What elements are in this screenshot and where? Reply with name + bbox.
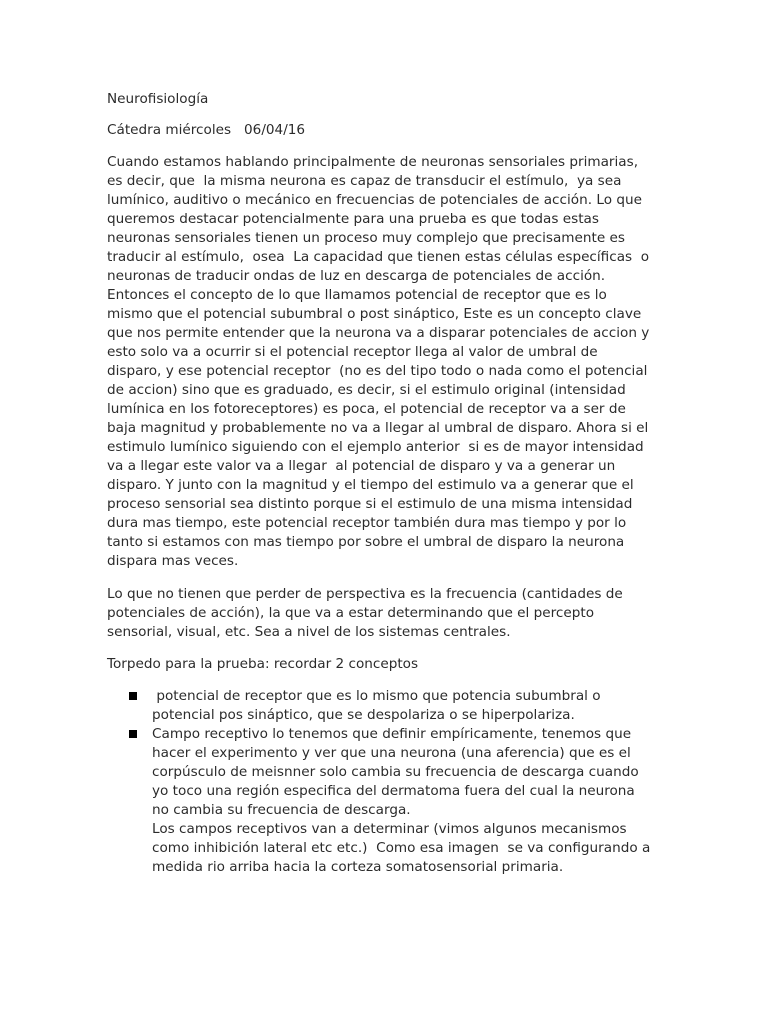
text-line: va a llegar este valor va a llegar al potencial de disparo y va a generar un bbox=[107, 458, 616, 474]
text-line: Campo receptivo lo tenemos que definir empíricamente, tenemos que bbox=[152, 726, 632, 742]
text-line: potenciales de acción), la que va a estar determinando que el percepto bbox=[107, 605, 595, 621]
text-line: yo toco una región especifica del dermatoma fuera del cual la neurona bbox=[152, 783, 635, 799]
text-line: que nos permite entender que la neurona va a disparar potenciales de accion y bbox=[107, 325, 650, 341]
text-line: dispara mas veces. bbox=[107, 553, 239, 569]
text-line: no cambia su frecuencia de descarga. bbox=[152, 802, 411, 818]
list-item bbox=[107, 725, 667, 877]
text-line: disparo, y ese potencial receptor (no es del tipo todo o nada como el potencial bbox=[107, 363, 648, 379]
torpedo-heading: Torpedo para la prueba: recordar 2 conceptos bbox=[107, 656, 419, 672]
paragraph-2 bbox=[107, 585, 667, 642]
text-line: corpúsculo de meisnner solo cambia su frecuencia de descarga cuando bbox=[152, 764, 639, 780]
text-line: sensorial, visual, etc. Sea a nivel de los sistemas centrales. bbox=[107, 624, 511, 640]
text-line: Entonces el concepto de lo que llamamos potencial de receptor que es lo bbox=[107, 287, 607, 303]
text-line: traducir al estímulo, osea La capacidad que tienen estas células específicas o bbox=[107, 249, 650, 265]
text-line: queremos destacar potencialmente para una prueba es que todas estas bbox=[107, 211, 599, 227]
text-line: estimulo lumínico siguiendo con el ejemplo anterior si es de mayor intensidad bbox=[107, 439, 644, 455]
text-line: disparo. Y junto con la magnitud y el tiempo del estimulo va a generar que el bbox=[107, 477, 634, 493]
list-item bbox=[107, 687, 667, 725]
text-line: proceso sensorial sea distinto porque si el estimulo de una misma intensidad bbox=[107, 496, 633, 512]
text-line: lumínica en los fotoreceptores) es poca, el potencial de receptor va a ser de bbox=[107, 401, 626, 417]
text-line: baja magnitud y probablemente no va a llegar al umbral de disparo. Ahora si el bbox=[107, 420, 649, 436]
text-line: Los campos receptivos van a determinar (vimos algunos mecanismos bbox=[152, 821, 627, 837]
text-line: potencial pos sináptico, que se despolariza o se hiperpolariza. bbox=[152, 707, 575, 723]
concept-list bbox=[107, 687, 667, 877]
text-line: Lo que no tienen que perder de perspectiva es la frecuencia (cantidades de bbox=[107, 586, 623, 602]
paragraph-1 bbox=[107, 153, 667, 571]
text-line: hacer el experimento y ver que una neurona (una aferencia) que es el bbox=[152, 745, 631, 761]
text-line: neuronas de traducir ondas de luz en descarga de potenciales de acción. bbox=[107, 268, 606, 284]
text-line: es decir, que la misma neurona es capaz de transducir el estímulo, ya sea bbox=[107, 173, 622, 189]
text-line: dura mas tiempo, este potencial receptor también dura mas tiempo y por lo bbox=[107, 515, 627, 531]
text-line: potencial de receptor que es lo mismo que potencia subumbral o bbox=[152, 688, 601, 704]
square-bullet-icon bbox=[129, 730, 137, 738]
text-line: lumínico, auditivo o mecánico en frecuencias de potenciales de acción. Lo que bbox=[107, 192, 642, 208]
text-line: esto solo va a ocurrir si el potencial receptor llega al valor de umbral de bbox=[107, 344, 598, 360]
text-line: tanto si estamos con mas tiempo por sobre el umbral de disparo la neurona bbox=[107, 534, 625, 550]
text-line: como inhibición lateral etc etc.) Como esa imagen se va configurando a bbox=[152, 840, 651, 856]
text-line: Cuando estamos hablando principalmente de neuronas sensoriales primarias, bbox=[107, 154, 639, 170]
document-date-line: Cátedra miércoles 06/04/16 bbox=[107, 122, 306, 138]
document-title: Neurofisiología bbox=[107, 91, 209, 107]
text-line: medida rio arriba hacia la corteza somatosensorial primaria. bbox=[152, 859, 564, 875]
square-bullet-icon bbox=[129, 692, 137, 700]
text-line: de accion) sino que es graduado, es decir, si el estimulo original (intensidad bbox=[107, 382, 626, 398]
text-line: neuronas sensoriales tienen un proceso muy complejo que precisamente es bbox=[107, 230, 625, 246]
text-line: mismo que el potencial subumbral o post sináptico, Este es un concepto clave bbox=[107, 306, 642, 322]
